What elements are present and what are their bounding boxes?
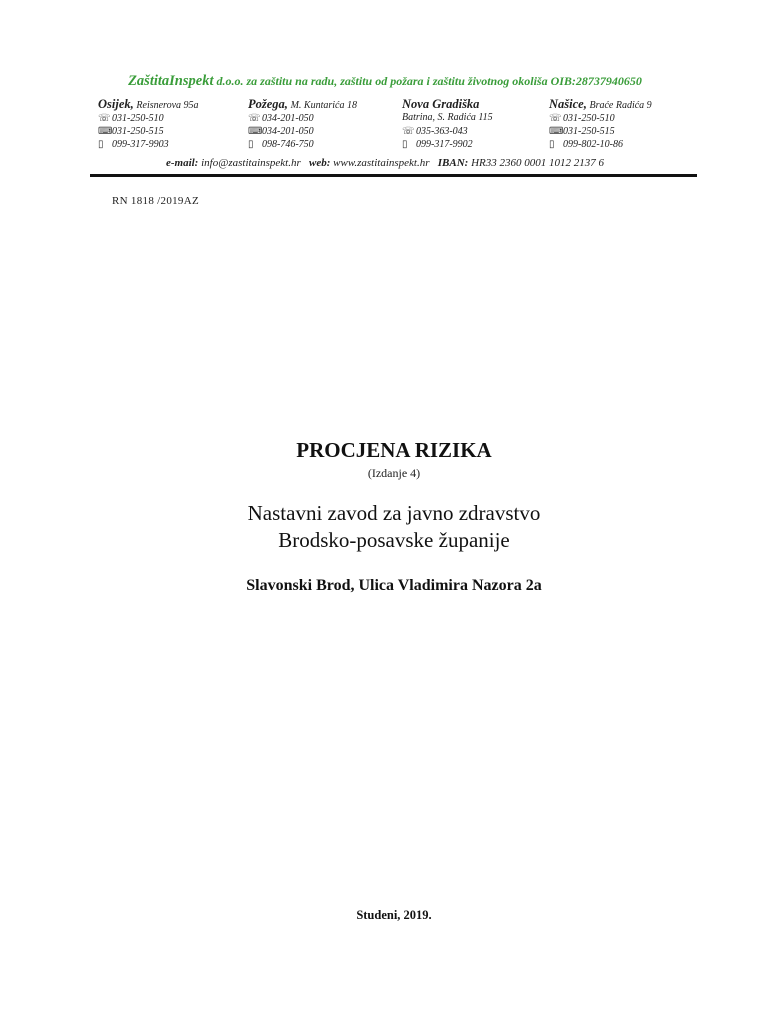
office-fax: 034-201-050 [262, 126, 314, 137]
office-mobile: 098-746-750 [262, 139, 314, 150]
organization-line-1: Nastavni zavod za javno zdravstvo [247, 501, 541, 525]
organization-name [0, 500, 770, 554]
organization-line-2: Brodsko-posavske županije [278, 528, 510, 552]
letterhead-divider [90, 174, 697, 177]
iban-label: IBAN: [437, 157, 469, 169]
office-phone: 034-201-050 [262, 113, 314, 124]
office-osijek [98, 97, 258, 151]
phone-icon: ☏ [98, 113, 111, 124]
fax-icon: ⌨ [248, 126, 263, 137]
office-pozega [248, 97, 408, 151]
web-label: web: [309, 157, 331, 169]
office-phone-fax: 035-363-043 [416, 126, 468, 137]
office-phone: 031-250-510 [563, 113, 615, 124]
fax-icon: ⌨ [549, 126, 564, 137]
document-reference: RN 1818 /2019AZ [112, 195, 199, 207]
office-mobile: 099-317-9902 [416, 139, 473, 150]
mobile-icon: ▯ [549, 139, 555, 150]
office-mobile: 099-317-9903 [112, 139, 169, 150]
office-address: Reisnerova 95a [136, 100, 199, 111]
office-address: Batrina, S. Radića 115 [402, 112, 493, 123]
email-link[interactable]: info@zastitainspekt.hr [201, 157, 301, 169]
mobile-icon: ▯ [248, 139, 254, 150]
office-fax: 031-250-515 [563, 126, 615, 137]
web-link[interactable]: www.zastitainspekt.hr [333, 157, 430, 169]
company-brand: ZaštitaInspekt [128, 73, 214, 89]
office-address: M. Kuntarića 18 [290, 100, 357, 111]
office-address: Braće Radića 9 [589, 100, 652, 111]
phone-icon: ☏ [549, 113, 562, 124]
office-nova-gradiska [402, 97, 562, 151]
company-oib: OIB:28737940650 [550, 74, 642, 88]
office-city: Osijek, [98, 97, 134, 111]
fax-icon: ⌨ [98, 126, 113, 137]
contact-line [0, 157, 770, 169]
document-title: PROCJENA RIZIKA [296, 438, 492, 462]
document-edition: (Izdanje 4) [367, 466, 421, 480]
iban-value: HR33 2360 0001 1012 2137 6 [471, 157, 605, 169]
office-city: Nova Gradiška [402, 97, 480, 111]
document-date: Studeni, 2019. [356, 908, 432, 922]
mobile-icon: ▯ [98, 139, 104, 150]
office-city: Požega, [248, 97, 288, 111]
email-label: e-mail: [165, 157, 199, 169]
company-description: d.o.o. za zaštitu na radu, zaštitu od požara i zaštitu životnog okoliša [216, 74, 548, 88]
office-city: Našice, [549, 97, 587, 111]
phone-fax-icon: ☏ [402, 126, 415, 137]
phone-icon: ☏ [248, 113, 261, 124]
mobile-icon: ▯ [402, 139, 408, 150]
organization-address: Slavonski Brod, Ulica Vladimira Nazora 2a [246, 577, 542, 594]
letterhead-title [0, 73, 770, 90]
office-nasice [549, 97, 709, 151]
office-fax: 031-250-515 [112, 126, 164, 137]
office-phone: 031-250-510 [112, 113, 164, 124]
office-mobile: 099-802-10-86 [563, 139, 623, 150]
